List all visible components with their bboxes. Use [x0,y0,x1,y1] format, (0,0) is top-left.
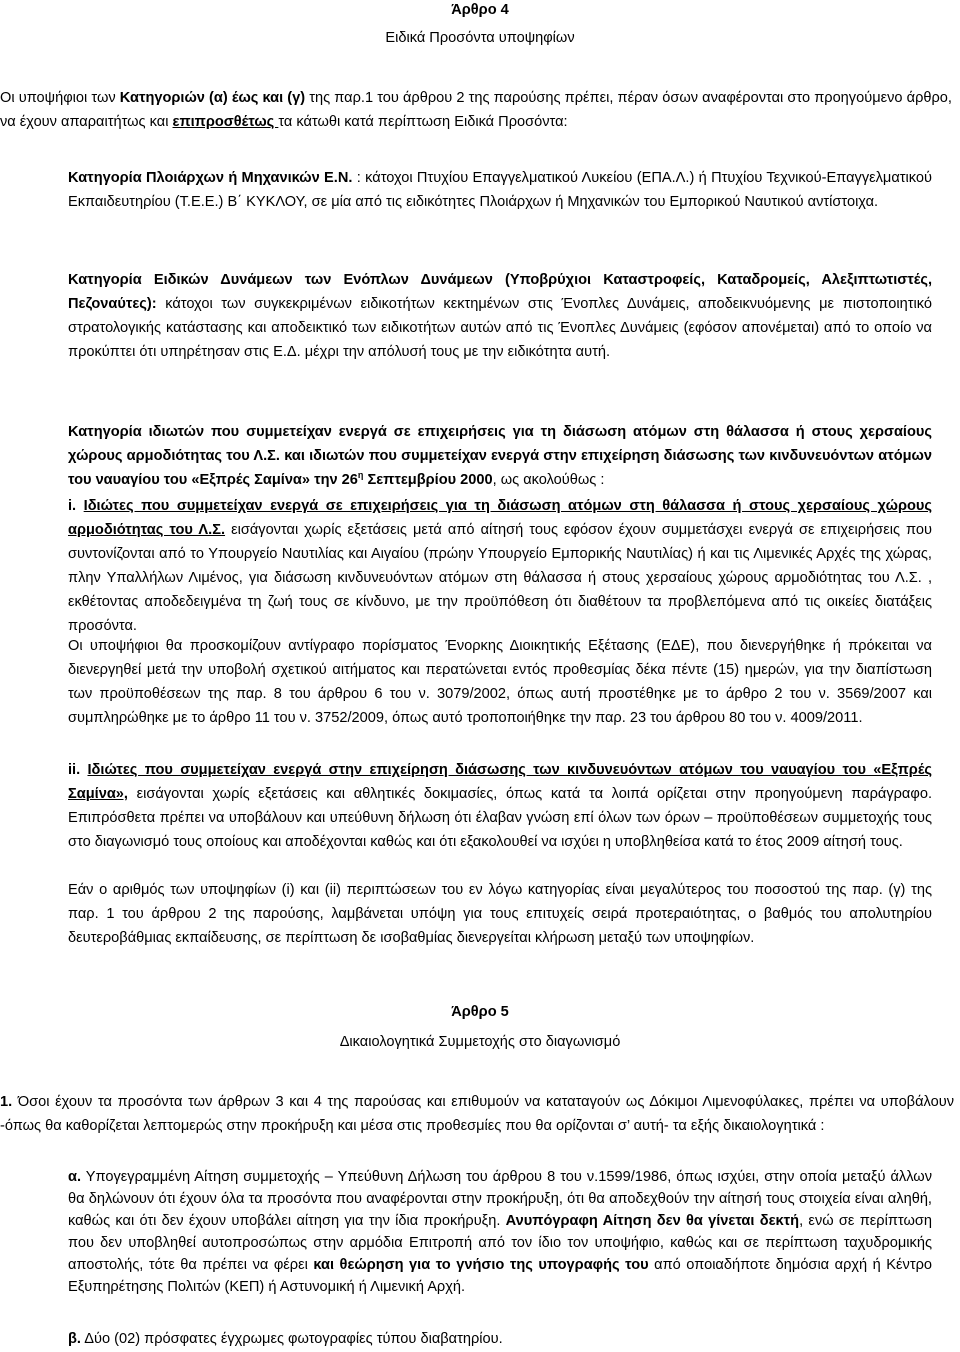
category-b-paragraph: Κατηγορία Ειδικών Δυνάμεων των Ενόπλων Δυνάμεων (Υποβρύχιοι Καταστροφείς, Καταδρομείς, Αλεξιπτωτιστές, Πεζοναύτες): κάτοχοι των συγκεκριμένων ειδικοτήτων κεκτημένων στις Ένοπλες Δυνάμεις, αποδεικνυόμενης με πιστοποιητικό στρατολογικής κατάστασης και αποδεικτικό των ειδικοτήτων αυτών από τις Ένοπλες Δυνάμεις (εφόσον απονέμεται) από το οποίο να προκύπτει ότι υπηρέτησαν στις Ε.Δ. μέχρι την απόλυσή τους με την ειδικότητα αυτή. [68,272,932,360]
category-c-paragraph: Κατηγορία ιδιωτών που συμμετείχαν ενεργά σε επιχειρήσεις για τη διάσωση ατόμων στη θάλασσα ή στους χερσαίους χώρους αρμοδιότητας του Λ.Σ. και ιδιωτών που συμμετείχαν ενεργά στην επιχείρηση διάσωσης των κινδυνευόντων ατόμων του ναυαγίου του «Εξπρές Σαμίνα» την $26^\eta$ Σεπτεμβρίου 2000, ως ακολούθως : [68,424,932,488]
article-5-item-a: α. Υπογεγραμμένη Αίτηση συμμετοχής – Υπεύθυνη Δήλωση του άρθρου 8 του ν.1599/1986, όπως ισχύει, στην οποία μεταξύ άλλων θα δηλώνουν ότι έχουν όλα τα προσόντα που αναφέρονται στην προκήρυξη, ότι θα αποδεχθούν την αίτησή τους στοιχεία είναι αληθή, καθώς και ότι δεν έχουν υποβάλει αίτηση για την ίδια προκήρυξη. Ανυπόγραφη Αίτηση δεν θα γίνεται δεκτή, ενώ σε περίπτωση που δεν υποβληθεί αυτοπροσώπως στην αρμόδια Επιτροπή από τον ίδιο τον υποψήφιο, καθώς και σε περίπτωση ταχυδρομικής αποστολής, τότε θα πρέπει να φέρει και θεώρηση για το γνήσιο της υπογραφής του από οποιαδήποτε δημόσια αρχή ή Κέντρο Εξυπηρέτησης Πολιτών (ΚΕΠ) ή Αστυνομική ή Λιμενική Αρχή. [68,1169,933,1295]
item-ii-paragraph: ii. Ιδιώτες που συμμετείχαν ενεργά στην επιχείρηση διάσωσης των κινδυνευόντων ατόμων του ναυαγίου του «Εξπρές Σαμίνα», εισάγονται χωρίς εξετάσεις και αθλητικές δοκιμασίες, όπως κατά τα λοιπά ορίζεται στην προηγούμενη παράγραφο. Επιπρόσθετα πρέπει να υποβάλουν και υπεύθυνη δήλωση ότι έλαβαν γνώση επί όλων των όρων – προϋποθέσεων συμμετοχής τους στο διαγωνισμό τους οποίους και αποδέχονται καθώς και ότι εξακολουθεί να ισχύει η υποβληθείσα κατά το έτος 2009 αίτησή τους. [68,762,932,850]
item-i-edee-paragraph: Οι υποψήφιοι θα προσκομίζουν αντίγραφο πορίσματος Ένορκης Διοικητικής Εξέτασης (ΕΔΕ), που διενεργήθηκε ή πρόκειται να διενεργηθεί μετά την υποβολή σχετικού αιτήματος και περατώνεται εντός προθεσμίας δέκα πέντε (15) ημερών, για την διαπίστωση των προϋποθέσεων της παρ. 8 του άρθρου 6 του ν. 3079/2002, όπως αυτή προστέθηκε με το άρθρο 2 του ν. 3569/2007 και συμπληρώθηκε με το άρθρο 11 του ν. 3752/2009, όπως αυτό τροποποιήθηκε την παρ. 23 του άρθρου 80 του ν. 4009/2011. [68,638,932,726]
article-4-subtitle: Ειδικά Προσόντα υποψηφίων [385,30,575,46]
article-5-paragraph-1: 1. Όσοι έχουν τα προσόντα των άρθρων 3 και 4 της παρούσας και επιθυμούν να καταταγούν ως Δόκιμοι Λιμενοφύλακες, πρέπει να υποβάλουν -όπως θα καθορίζεται λεπτομερώς στην προκήρυξη και μέσα στις προθεσμίες που θα ορίζονται σ’ αυτή- τα εξής δικαιολογητικά : [0,1094,954,1134]
article-5-item-b: β. Δύο (02) πρόσφατες έγχρωμες φωτογραφίες τύπου διαβατηρίου. [68,1331,503,1347]
item-i-paragraph: i. Ιδιώτες που συμμετείχαν ενεργά σε επιχειρήσεις για τη διάσωση ατόμων στη θάλασσα ή στους χερσαίους χώρους αρμοδιότητας του Λ.Σ. εισάγονται χωρίς εξετάσεις μετά από αίτησή τους εφόσον έχουν συμμετάσχει ενεργά σε επιχειρήσεις που συντονίζονται από το Υπουργείο Ναυτιλίας και Αιγαίου (πρώην Υπουργείο Εμπορικής Ναυτιλίας) ή και τις Λιμενικές Αρχές της χώρας, πλην Υπαλλήλων Λιμένος, για διάσωση κινδυνευόντων ατόμων στη θάλασσα ή στους χερσαίους χώρους αρμοδιότητας του Λ.Σ. , εκθέτοντας αποδεδειγμένα τη ζωή τους σε κίνδυνο, με την προϋπόθεση ότι διαθέτουν τα προβλεπόμενα από τις οικείες διατάξεις προσόντα. [68,498,932,634]
article-4-title: Άρθρο 4 [451,2,509,18]
article-5-subtitle: Δικαιολογητικά Συμμετοχής στο διαγωνισμό [339,1034,621,1050]
article-5-title: Άρθρο 5 [451,1004,509,1020]
item-ii-ranking-paragraph: Εάν ο αριθμός των υποψηφίων (i) και (ii) περιπτώσεων του εν λόγω κατηγορίας είναι μεγαλύτερος του ποσοστού της παρ. (γ) της παρ. 1 του άρθρου 2 της παρούσης, λαμβάνεται υπόψη για τους επιτυχείς σειρά προτεραιότητας, ο βαθμός του απολυτηρίου δευτεροβάθμιας εκπαίδευσης, σε περίπτωση δε ισοβαθμίας διενεργείται κλήρωση μεταξύ των υποψηφίων. [68,882,932,946]
intro-paragraph: Οι υποψήφιοι των Κατηγοριών (α) έως και (γ) της παρ.1 του άρθρου 2 της παρούσης πρέπει, πέραν όσων αναφέρονται στο προηγούμενο άρθρο, να έχουν απαραιτήτως και επιπροσθέτως τα κάτωθι κατά περίπτωση Ειδικά Προσόντα: [0,90,952,130]
category-a-paragraph: Κατηγορία Πλοιάρχων ή Μηχανικών Ε.Ν. : κάτοχοι Πτυχίου Επαγγελματικού Λυκείου (ΕΠΑ.Λ.) ή Πτυχίου Τεχνικού-Επαγγελματικού Εκπαιδευτηρίου (Τ.Ε.Ε.) Β΄ ΚΥΚΛΟΥ, σε μία από τις ειδικότητες Πλοιάρχων ή Μηχανικών του Εμπορικού Ναυτικού αντίστοιχα. [68,170,932,210]
